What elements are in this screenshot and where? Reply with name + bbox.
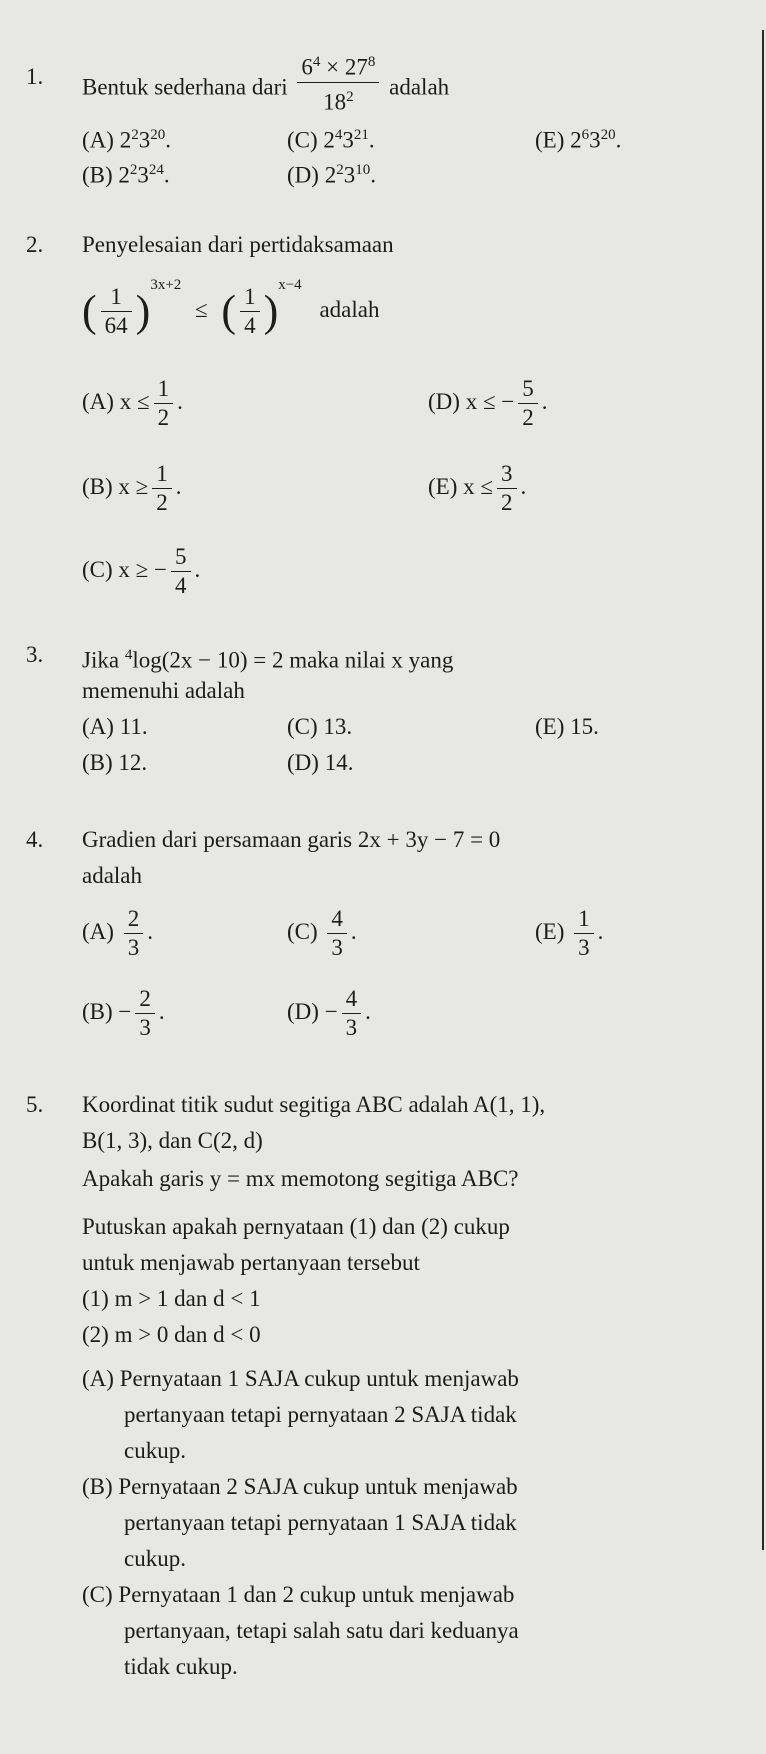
option-b[interactable]: (B) − $\frac{2}{3}$ . xyxy=(82,986,165,1040)
question-number: 5. xyxy=(26,1092,44,1117)
statement-1: (1) m > 1 dan d < 1 xyxy=(82,1286,261,1311)
question-number: 4. xyxy=(26,827,44,852)
instruction-line2: untuk menjawab pertanyaan tersebut xyxy=(82,1250,420,1275)
option-b[interactable]: (B) x ≥ $\frac{1}{2}$ . xyxy=(82,461,182,515)
question-number: 1. xyxy=(26,64,44,89)
option-c[interactable]: (C) x ≥ − $\frac{5}{4}$ . xyxy=(82,544,201,598)
question-text-line2: B(1, 3), dan C(2, d) xyxy=(82,1128,263,1153)
option-e[interactable]: (E) 15. xyxy=(535,714,599,739)
question-text-line2: adalah xyxy=(82,863,143,888)
choice-c[interactable]: (C) Pernyataan 1 dan 2 cukup untuk menjawab pertanyaan, tetapi salah satu dari keduanya tidak cukup. xyxy=(82,1582,519,1679)
option-a[interactable]: (A) $\frac{2}{3}$ . xyxy=(82,906,153,960)
question-text-line3: Apakah garis y = mx memotong segitiga ABC? xyxy=(82,1166,519,1191)
fraction: $\frac{6^4 \times 27^8}{18^2}$ xyxy=(297,48,379,116)
choice-b[interactable]: (B) Pernyataan 2 SAJA cukup untuk menjawab pertanyaan tetapi pernyataan 1 SAJA tidak cukup. xyxy=(82,1474,518,1571)
question-text: Gradien dari persamaan garis 2x + 3y − 7 = 0 xyxy=(82,827,501,852)
option-b[interactable]: (B) $2^23^{24}$. xyxy=(82,162,170,188)
option-e[interactable]: (E) $\frac{1}{3}$ . xyxy=(535,906,604,960)
option-d[interactable]: (D) 14. xyxy=(287,750,354,775)
option-e[interactable]: (E) $2^63^{20}$. xyxy=(535,127,622,153)
option-a[interactable]: (A) 11. xyxy=(82,714,148,739)
option-d[interactable]: (D) x ≤ − $\frac{5}{2}$ . xyxy=(428,376,548,430)
inequality-expression: ( $\frac{1}{64}$ )$^{3x+2}$ ≤ ( $\frac{1}{4}$ )$^{x-4}$ adalah xyxy=(82,277,380,339)
option-d[interactable]: (D) $2^23^{10}$. xyxy=(287,162,376,188)
choice-a[interactable]: (A) Pernyataan 1 SAJA cukup untuk menjawab pertanyaan tetapi pernyataan 2 SAJA tidak cukup. xyxy=(82,1366,519,1463)
option-d[interactable]: (D) − $\frac{4}{3}$ . xyxy=(287,986,371,1040)
question-text: Jika $^4$log(2x − 10) = 2 maka nilai x yang xyxy=(82,647,454,673)
question-text: Bentuk sederhana dari $\frac{6^4 \times 27^8}{18^2}$ adalah xyxy=(82,62,449,116)
option-b[interactable]: (B) 12. xyxy=(82,750,148,775)
option-a[interactable]: (A) x ≤ $\frac{1}{2}$ . xyxy=(82,376,183,430)
option-c[interactable]: (C) $\frac{4}{3}$ . xyxy=(287,906,357,960)
statement-2: (2) m > 0 dan d < 0 xyxy=(82,1322,261,1347)
question-text: Penyelesaian dari pertidaksamaan xyxy=(82,232,394,257)
option-c[interactable]: (C) $2^43^{21}$. xyxy=(287,127,375,153)
option-a[interactable]: (A) $2^23^{20}$. xyxy=(82,127,171,153)
option-e[interactable]: (E) x ≤ $\frac{3}{2}$ . xyxy=(428,461,527,515)
question-number: 3. xyxy=(26,642,44,667)
question-number: 2. xyxy=(26,232,44,257)
page-edge-line xyxy=(762,30,764,1550)
question-text: Koordinat titik sudut segitiga ABC adalah A(1, 1), xyxy=(82,1092,546,1117)
option-c[interactable]: (C) 13. xyxy=(287,714,353,739)
instruction-line1: Putuskan apakah pernyataan (1) dan (2) cukup xyxy=(82,1214,510,1239)
question-text-line2: memenuhi adalah xyxy=(82,678,245,703)
